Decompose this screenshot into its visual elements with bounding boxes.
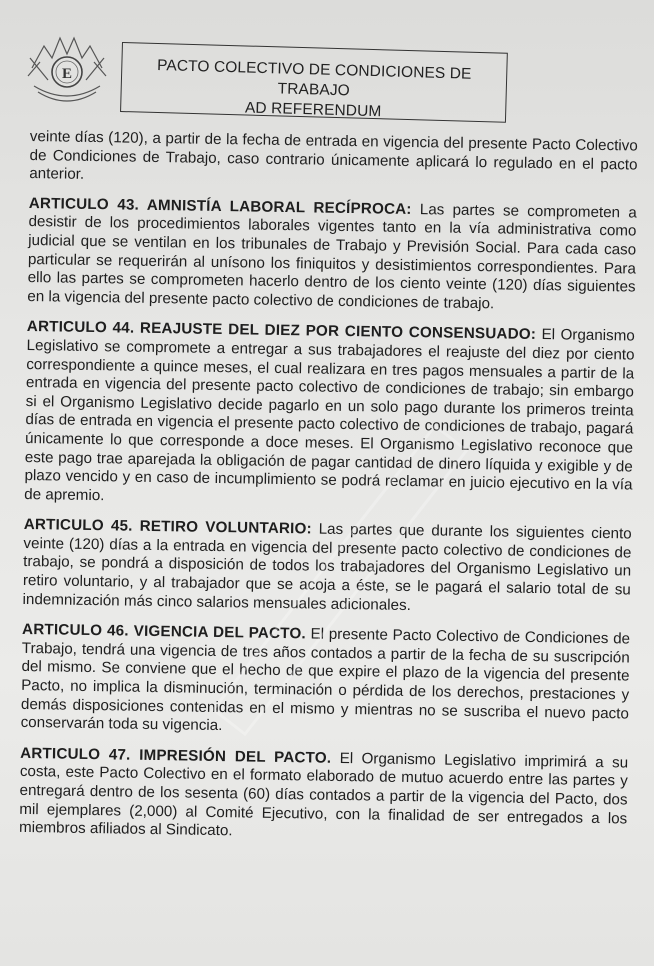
article-45: [22, 516, 631, 619]
article-46-body: El presente Pacto Colectivo de Condiciones de Trabajo, tendrá una vigencia de tres años contados a partir de la fecha de su suscripción del mismo. Se conviene que el hecho de que expire el plazo de la vigencia del presente Pacto, no implica la disminución, terminación o pérdida de los derechos, prestaciones y demás disposiciones contenidas en el mismo y mientras no se suscriba el nuevo pacto conservarán toda su vigencia.: [20, 625, 631, 735]
congress-seal-icon: [24, 28, 110, 108]
article-43: [27, 195, 637, 316]
document-title-box: [120, 42, 508, 123]
article-47-body: El Organismo Legislativo imprimirá a su costa, este Pacto Colectivo en el formato elaborado de mutuo acuerdo entre las partes y entregará dentro de los sesenta (60) días contados a partir de la vigencia del Pacto, dos mil ejemplares (2,000) al Comité Ejecutivo, con la finalidad de ser entregados a los miembros afiliados al Sindicato.: [18, 749, 629, 840]
article-45-body: Las partes que durante los siguientes ciento veinte (120) días a la entrada en vigencia del presente pacto colectivo de condiciones de trabajo, se pondrá a disposición de todos los trabajadores del Organismo Legislativo un retiro voluntario, y al trabajador que se acoja a éste, se le pagará el salario total de su indemnización más cinco salarios mensuales adicionales.: [22, 520, 632, 614]
article-43-body: Las partes se comprometen a desistir de los procedimientos laborales vigentes tanto en la vía administrativa como judicial que se ventilan en los tribunales de Trabajo y Previsión Social. Para cada caso particular se requerirán al unísono los finiquitos y desistimientos correspondientes. Para ello las partes se comprometen hacerlo dentro de los ciento veinte (120) días siguientes en la vigencia del presente pacto colectivo de condiciones de trabajo.: [27, 200, 637, 313]
article-44-body: El Organismo Legislativo se compromete a entregar a sus trabajadores el reajuste del diez por ciento correspondiente a quince meses, el cual realizara en tres pagos mensuales a partir de la entrada en vigencia del presente pacto colectivo de condiciones de trabajo; sin embargo si el Organismo Legislativo decide pagarlo en un solo pago durante los primeros treinta días de entrada en vigencia el presente pacto colectivo de condiciones de trabajo, pagará únicamente lo que corresponde a doce meses. El Organismo Legislativo reconoce que este pago trae aparejada la obligación de pagar cantidad de dinero líquida y exigible y de plazo vencido y en caso de incumplimiento se podrá reclamar en juicio ejecutivo en la vía de apremio.: [24, 326, 635, 504]
article-47-heading: ARTICULO 47. IMPRESIÓN DEL PACTO.: [20, 744, 332, 767]
svg-text:E: E: [61, 66, 73, 82]
article-44-heading: ARTICULO 44. REAJUSTE DEL DIEZ POR CIENTO CONSENSUADO:: [26, 318, 537, 344]
article-46-heading: ARTICULO 46. VIGENCIA DEL PACTO.: [21, 621, 306, 643]
article-46: [21, 621, 631, 742]
document-body: [19, 128, 638, 859]
intro-paragraph: veinte días (120), a partir de la fecha de entrada en vigencia del presente Pacto Colectivo de Condiciones de Trabajo, caso contrario únicamente aplicará lo regulado en el pacto anterior.: [29, 128, 638, 184]
article-45-heading: ARTICULO 45. RETIRO VOLUNTARIO:: [23, 516, 312, 538]
document-title-line1: PACTO COLECTIVO DE CONDICIONES DE TRABAJO: [156, 56, 472, 100]
article-44: [24, 318, 635, 513]
document-title-line2: AD REFERENDUM: [244, 99, 382, 121]
article-43-heading: ARTICULO 43. AMNISTÍA LABORAL RECÍPROCA:: [28, 194, 412, 218]
article-47: [19, 745, 628, 848]
